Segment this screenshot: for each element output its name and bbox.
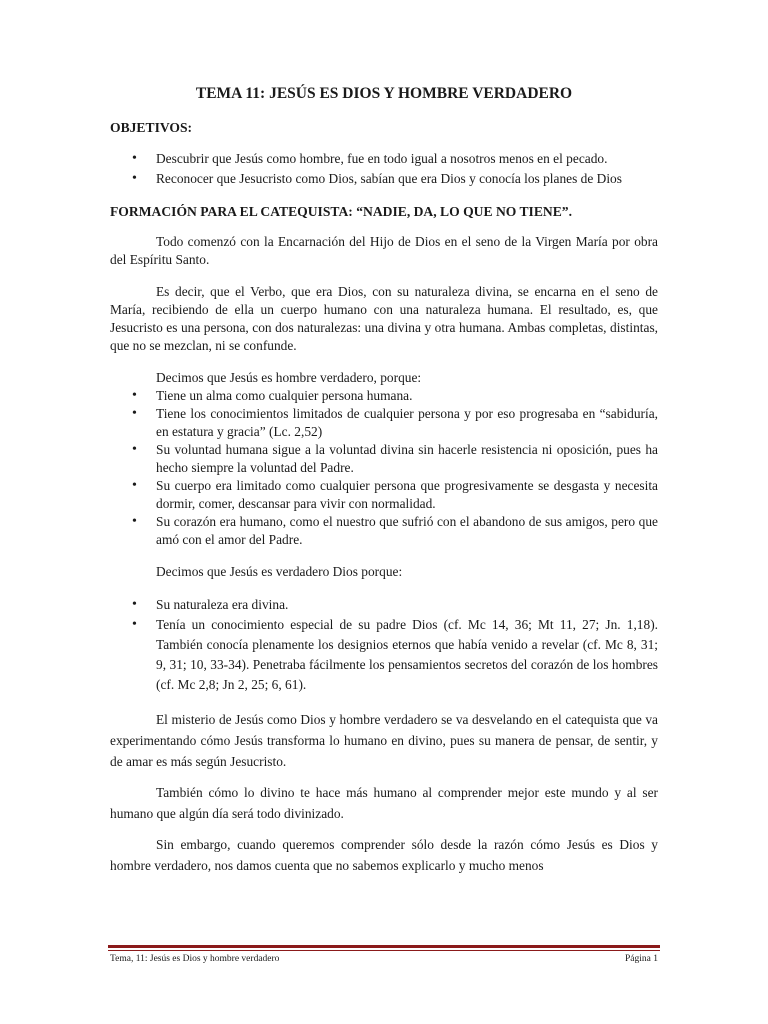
hombre-list [110, 387, 658, 549]
list-item: • Su naturaleza era divina. [110, 595, 658, 615]
list-item: • Su cuerpo era limitado como cualquier persona que progresivamente se desgasta y necesita dormir, comer, descansar para vivir con normalidad. [110, 477, 658, 513]
document-page [110, 84, 658, 876]
list-item: • Descubrir que Jesús como hombre, fue en todo igual a nosotros menos en el pecado. [110, 149, 658, 169]
dios-intro: Decimos que Jesús es verdadero Dios porque: [156, 564, 403, 579]
dios-list [110, 595, 658, 695]
list-item: • Tiene un alma como cualquier persona humana. [110, 387, 658, 405]
paragraph: El misterio de Jesús como Dios y hombre verdadero se va desvelando en el catequista que va experimentando cómo Jesús transforma lo humano en divino, pues su manera de pensar, de sentir, y de amar es más según Jesucristo. [110, 712, 658, 769]
footer-title: Tema, 11: Jesús es Dios y hombre verdadero [110, 954, 280, 964]
paragraph: Sin embargo, cuando queremos comprender sólo desde la razón cómo Jesús es Dios y hombre verdadero, nos damos cuenta que no sabemos explicarlo y mucho menos [110, 837, 658, 873]
list-item: • Tenía un conocimiento especial de su padre Dios (cf. Mc 14, 36; Mt 11, 27; Jn. 1,18). También conocía plenamente los designios eternos que había venido a revelar (cf. Mc 8, 31; 9, 31; 10, 33-34). Penetraba fácilmente los pensamientos secretos del corazón de los hombres (cf. Mc 2,8; Jn 2, 25; 6, 61). [110, 615, 658, 695]
paragraph: También cómo lo divino te hace más humano al comprender mejor este mundo y al ser humano que algún día será todo divinizado. [110, 785, 658, 821]
objetivos-heading: OBJETIVOS: [110, 120, 193, 135]
paragraph: Es decir, que el Verbo, que era Dios, con su naturaleza divina, se encarna en el seno de María, recibiendo de ella un cuerpo humano con una naturaleza humana. El resultado, es, que Jesucristo es una persona, con dos naturalezas: una divina y otra humana. Ambas completas, distintas, que no se mezclan, ni se confunde. [110, 284, 658, 353]
page-title: TEMA 11: JESÚS ES DIOS Y HOMBRE VERDADERO [195, 85, 573, 102]
list-item: • Reconocer que Jesucristo como Dios, sabían que era Dios y conocía los planes de Dios [110, 169, 658, 189]
hombre-intro: Decimos que Jesús es hombre verdadero, porque: [156, 370, 422, 385]
paragraph: Todo comenzó con la Encarnación del Hijo de Dios en el seno de la Virgen María por obra del Espíritu Santo. [110, 234, 658, 267]
footer-rule [108, 945, 660, 951]
list-item: • Tiene los conocimientos limitados de cualquier persona y por eso progresaba en “sabiduría, en estatura y gracia” (Lc. 2,52) [110, 405, 658, 441]
list-item: • Su voluntad humana sigue a la voluntad divina sin hacerle resistencia ni oposición, pues ha hecho siempre la voluntad del Padre. [110, 441, 658, 477]
page-number: Página 1 [625, 954, 658, 964]
formacion-heading: FORMACIÓN PARA EL CATEQUISTA: “NADIE, DA, LO QUE NO TIENE”. [110, 204, 572, 219]
list-item: • Su corazón era humano, como el nuestro que sufrió con el abandono de sus amigos, pero que amó con el amor del Padre. [110, 513, 658, 549]
page-footer [110, 954, 658, 964]
objetivos-list [110, 149, 658, 189]
